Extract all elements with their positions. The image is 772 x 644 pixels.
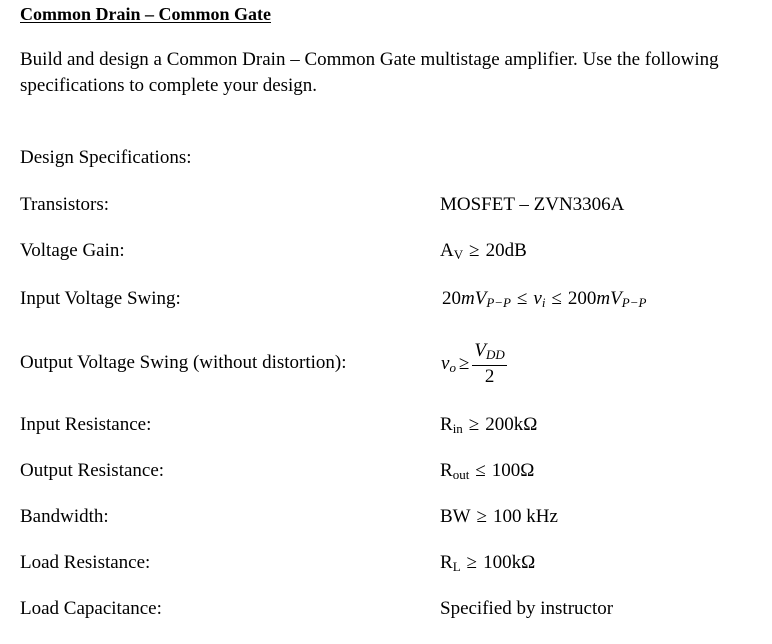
output-swing-var: v [441,352,450,374]
spec-label-load-resistance: Load Resistance: [20,552,151,573]
page-title: Common Drain – Common Gate [20,4,271,24]
input-swing-max: 200 [567,288,597,309]
gain-relation: ≥ [469,240,480,261]
gain-value: 20dB [485,240,527,261]
spec-value-input-resistance [440,414,537,437]
spec-value-output-swing [441,341,507,388]
fraction-numerator [472,341,506,366]
rin-value: 200kΩ [485,414,538,435]
spec-value-output-resistance [440,460,534,483]
input-swing-min-unit: mV [461,288,487,309]
spec-value-load-capacitance: Specified by instructor [440,598,614,619]
spec-value-bandwidth [440,506,558,528]
spec-value-load-resistance [440,552,535,575]
rout-subscript: out [452,467,470,482]
rin-symbol: R [440,414,453,435]
input-swing-rel1: ≤ [516,288,528,309]
spec-value-voltage-gain [440,240,527,263]
bw-relation: ≥ [476,506,488,527]
numerator-var: V [474,340,486,361]
input-swing-var-sub: i [541,295,546,310]
intro-paragraph: Build and design a Common Drain – Common Gate multistage amplifier. Use the following specifications to complete your design. [20,49,719,96]
input-swing-rel2: ≤ [551,288,562,309]
fraction-denominator: 2 [484,366,495,387]
spec-label-input-resistance: Input Resistance: [20,414,152,435]
rout-symbol: R [440,460,453,481]
spec-value-transistors: MOSFET – ZVN3306A [440,194,625,215]
output-swing-relation: ≥ [458,352,470,374]
input-swing-max-sub: P−P [621,295,647,310]
gain-subscript: V [453,247,464,262]
rin-relation: ≥ [468,414,480,435]
input-swing-min: 20 [442,288,461,309]
rl-symbol: R [440,552,453,573]
spec-value-input-swing [442,288,646,311]
spec-label-input-swing: Input Voltage Swing: [20,288,181,309]
input-swing-var: v [533,288,542,309]
input-swing-min-sub: P−P [486,295,511,310]
spec-label-load-capacitance: Load Capacitance: [20,598,162,619]
rl-relation: ≥ [466,552,478,573]
rout-relation: ≤ [475,460,486,481]
spec-label-voltage-gain: Voltage Gain: [20,240,125,261]
output-swing-fraction [472,341,506,388]
input-swing-max-unit: mV [596,288,622,309]
bw-symbol: BW [440,506,471,527]
rin-subscript: in [452,421,463,436]
spec-label-output-swing: Output Voltage Swing (without distortion): [20,352,347,373]
rl-value: 100kΩ [483,552,536,573]
output-swing-var-sub: o [449,359,456,375]
spec-heading: Design Specifications: [20,147,192,168]
gain-symbol: A [440,240,454,261]
bw-value: 100 kHz [493,506,558,527]
rout-value: 100Ω [491,460,535,481]
numerator-sub: DD [485,347,505,362]
spec-label-bandwidth: Bandwidth: [20,506,109,527]
spec-label-output-resistance: Output Resistance: [20,460,165,481]
rl-subscript: L [452,559,461,574]
spec-label-transistors: Transistors: [20,194,110,215]
